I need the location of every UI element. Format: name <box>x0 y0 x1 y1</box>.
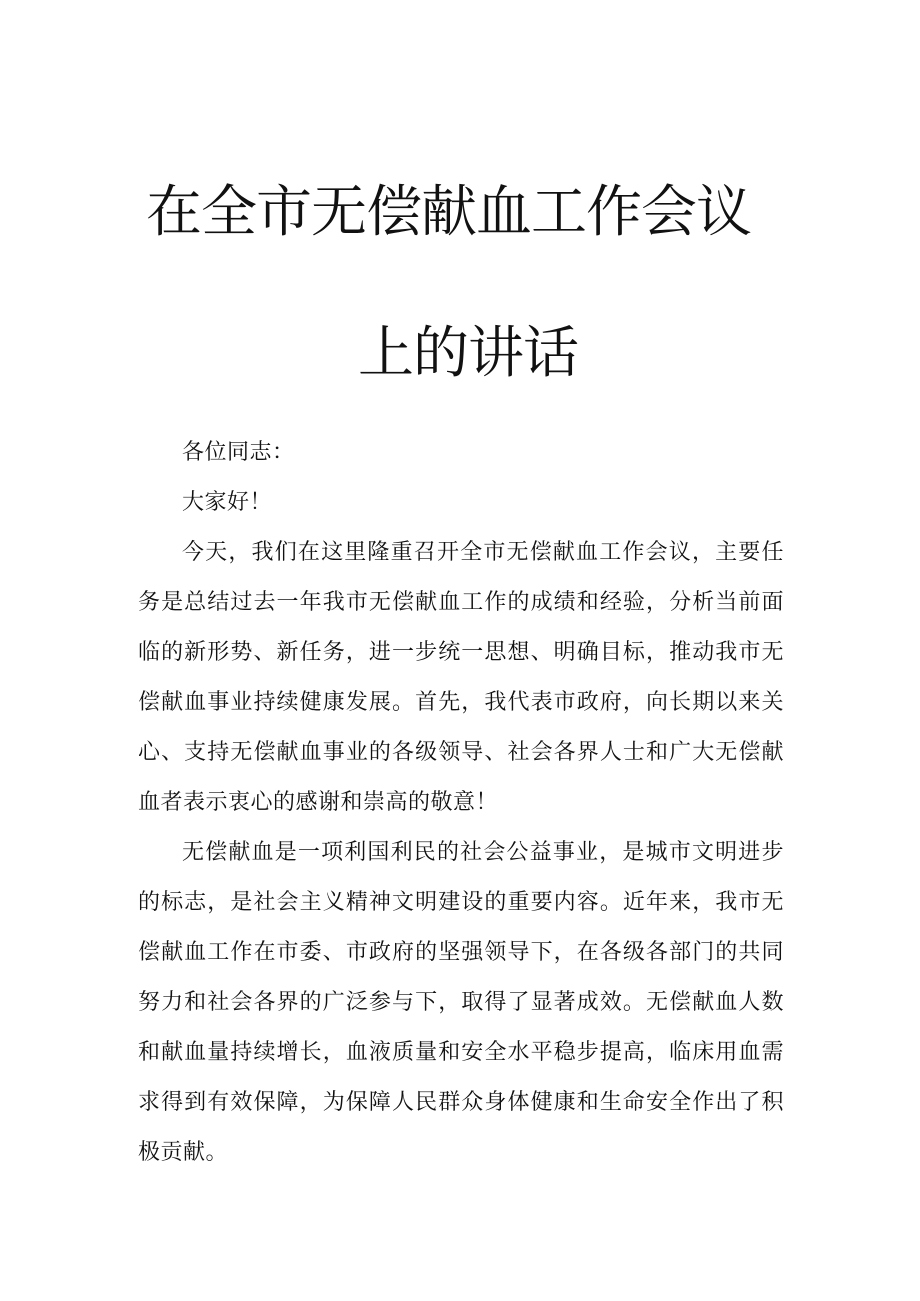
salutation: 各位同志： <box>182 440 295 465</box>
paragraph-2: 无偿献血是一项利国利民的社会公益事业，是城市文明进步的标志，是社会主义精神文明建设的重要内容。近年来，我市无偿献血工作在市委、市政府的坚强领导下，在各级各部门的共同努力和社会各界的广泛参与下，取得了显著成效。无偿献血人数和献血量持续增长，血液质量和安全水平稳步提高，临床用血需求得到有效保障，为保障人民群众身体健康和生命安全作出了积极贡献。 <box>138 840 784 1165</box>
document-title-line-2: 上的讲话 <box>358 321 578 386</box>
greeting: 大家好！ <box>182 490 273 515</box>
document-body <box>138 428 784 1178</box>
document-title-line-1: 在全市无偿献血工作会议 <box>146 180 751 245</box>
paragraph-1: 今天，我们在这里隆重召开全市无偿献血工作会议，主要任务是总结过去一年我市无偿献血工作的成绩和经验，分析当前面临的新形势、新任务，进一步统一思想、明确目标，推动我市无偿献血事业持续健康发展。首先，我代表市政府，向长期以来关心、支持无偿献血事业的各级领导、社会各界人士和广大无偿献血者表示衷心的感谢和崇高的敬意！ <box>138 540 784 815</box>
